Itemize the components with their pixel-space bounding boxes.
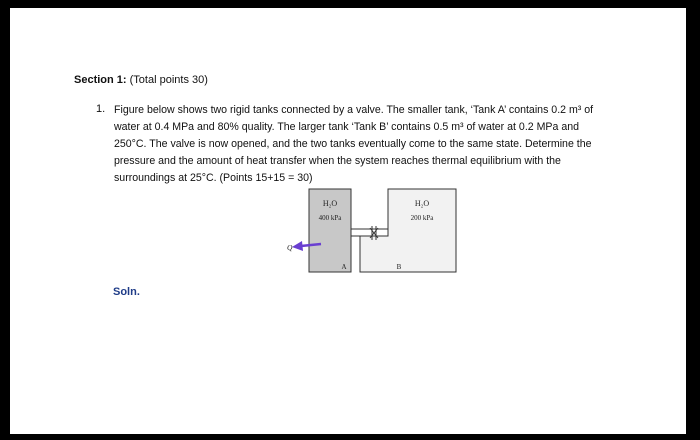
question-line: 250°C. The valve is now opened, and the two tanks eventually come to the same state. Determine the	[114, 138, 592, 150]
tank-a-pressure: 400 kPa	[318, 214, 342, 222]
tank-b	[360, 189, 456, 272]
question-line: Figure below shows two rigid tanks connected by a valve. The smaller tank, ‘Tank A’ contains 0.2 m³ of	[114, 104, 594, 116]
tank-figure	[278, 184, 488, 280]
tank-a-label: A	[341, 263, 347, 271]
heat-label: Q	[287, 243, 293, 252]
section-label: Section 1:	[74, 74, 127, 86]
tank-b-pressure: 200 kPa	[410, 214, 434, 222]
question-line: surroundings at 25°C. (Points 15+15 = 30)	[114, 172, 313, 184]
document-page	[10, 8, 686, 434]
solution-label: Soln.	[113, 286, 140, 298]
section-heading	[74, 74, 208, 86]
question-text	[114, 102, 634, 187]
question-line: water at 0.4 MPa and 80% quality. The larger tank ‘Tank B’ contains 0.5 m³ of water at 0.2 MPa and	[114, 121, 579, 133]
question-line: pressure and the amount of heat transfer when the system reaches thermal equilibrium with the	[114, 155, 561, 167]
tank-b-fluid: H₂O	[414, 199, 430, 208]
tank-b-label: B	[396, 263, 402, 271]
section-points: (Total points 30)	[129, 74, 208, 86]
question-number: 1.	[96, 103, 106, 115]
tank-diagram	[278, 184, 488, 280]
tank-a-fluid: H₂O	[322, 199, 338, 208]
